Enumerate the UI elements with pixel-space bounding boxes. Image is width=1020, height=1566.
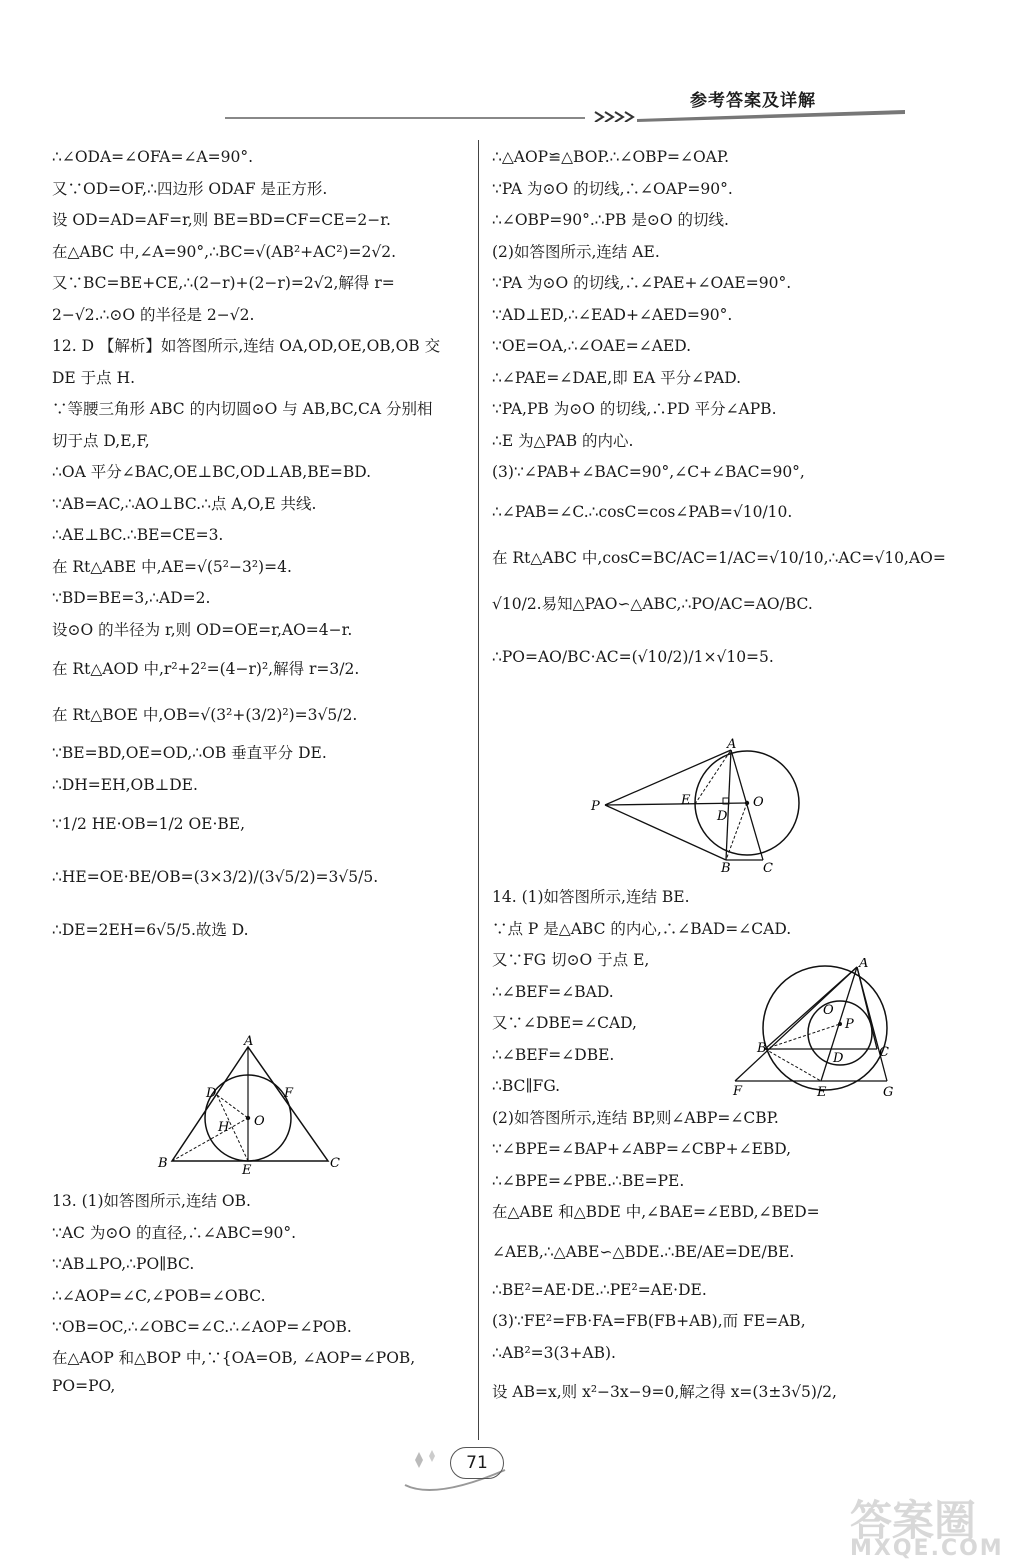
text-line: ∴AB²=3(3+AB). — [492, 1343, 616, 1362]
text-line: ∵AD⊥ED,∴∠EAD+∠AED=90°. — [492, 305, 733, 324]
text-line: 在△ABC 中,∠A=90°,∴BC=√(AB²+AC²)=2√2. — [52, 242, 396, 261]
page-number: 71 — [450, 1447, 504, 1479]
text-line: ∵AB=AC,∴AO⊥BC.∴点 A,O,E 共线. — [52, 494, 317, 513]
text-line: ∵点 P 是△ABC 的内心,∴∠BAD=∠CAD. — [492, 919, 792, 938]
text-line: 又∵BC=BE+CE,∴(2−r)+(2−r)=2√2,解得 r= — [52, 274, 395, 292]
label-O: O — [753, 795, 764, 810]
watermark-url: MXQE.COM — [850, 1536, 1004, 1561]
label-D: D — [833, 1051, 844, 1066]
text-line: ∴DE=2EH=6√5/5.故选 D. — [52, 921, 249, 939]
label-G: G — [883, 1085, 894, 1100]
text-line: ∵∠BPE=∠BAP+∠ABP=∠CBP+∠EBD, — [492, 1140, 792, 1158]
text-line: 在△AOP 和△BOP 中,∵{OA=OB, ∠AOP=∠POB, PO=PO, — [52, 1348, 416, 1395]
label-P: P — [845, 1017, 854, 1032]
text-line: ∴DH=EH,OB⊥DE. — [52, 775, 198, 794]
text-line: ∴∠PAE=∠DAE,即 EA 平分∠PAD. — [492, 368, 742, 387]
text-line: (3)∵FE²=FB·FA=FB(FB+AB),而 FE=AB, — [492, 1312, 806, 1330]
label-H: H — [218, 1120, 230, 1135]
label-O: O — [254, 1114, 265, 1129]
text-line: (3)∵∠PAB+∠BAC=90°,∠C+∠BAC=90°, — [492, 463, 805, 481]
label-D: D — [206, 1086, 217, 1101]
text-line: 又∵OD=OF,∴四边形 ODAF 是正方形. — [52, 179, 328, 198]
column-divider — [478, 140, 479, 1440]
label-A: A — [727, 738, 737, 752]
text-line: ∴∠PAB=∠C.∴cosC=cos∠PAB=√10/10. — [492, 502, 793, 521]
text-line: ∴∠OBP=90°.∴PB 是⊙O 的切线. — [492, 211, 729, 229]
text-line: ∵BE=BD,OE=OD,∴OB 垂直平分 DE. — [52, 744, 327, 762]
label-A: A — [859, 958, 869, 971]
text-line: 12. D 【解析】如答图所示,连结 OA,OD,OE,OB,OB 交 — [52, 337, 441, 355]
text-line: 在△ABE 和△BDE 中,∠BAE=∠EBD,∠BED= — [492, 1203, 820, 1221]
label-C: C — [763, 861, 773, 876]
text-line: DE 于点 H. — [52, 368, 136, 387]
label-F: F — [284, 1086, 294, 1101]
label-E: E — [242, 1163, 252, 1175]
label-D: D — [717, 809, 728, 824]
right-column — [492, 142, 946, 687]
text-line: ∵PA 为⊙O 的切线,∴∠OAP=90°. — [492, 179, 733, 198]
text-line: 切于点 D,E,F, — [52, 431, 150, 450]
text-line: ∴∠BEF=∠BAD. — [492, 982, 614, 1001]
label-O: O — [823, 1003, 834, 1018]
text-line: ∴∠AOP=∠C,∠POB=∠OBC. — [52, 1286, 266, 1305]
text-line: 在 Rt△BOE 中,OB=√(3²+(3/2)²)=3√5/2. — [52, 706, 358, 724]
text-line: 又∵FG 切⊙O 于点 E, — [492, 951, 650, 969]
text-line: 在 Rt△AOD 中,r²+2²=(4−r)²,解得 r=3/2. — [52, 660, 360, 678]
text-line: 在 Rt△ABE 中,AE=√(5²−3²)=4. — [52, 557, 292, 576]
text-line: 在 Rt△ABC 中,cosC=BC/AC=1/AC=√10/10,∴AC=√10,AO= — [492, 548, 946, 567]
text-line: ∴△AOP≌△BOP.∴∠OBP=∠OAP. — [492, 148, 730, 166]
header-title: 参考答案及详解 — [690, 91, 816, 111]
text-line: ∴BE²=AE·DE.∴PE²=AE·DE. — [492, 1280, 707, 1299]
text-line: ∵等腰三角形 ABC 的内切圆⊙O 与 AB,BC,CA 分别相 — [52, 400, 433, 418]
label-A: A — [244, 1035, 254, 1049]
figure-q14 — [725, 958, 905, 1103]
label-F: F — [733, 1084, 743, 1099]
label-B: B — [757, 1041, 767, 1056]
text-line: ∵OE=OA,∴∠OAE=∠AED. — [492, 337, 692, 355]
text-line: ∴AE⊥BC.∴BE=CE=3. — [52, 526, 224, 544]
text-line: ∴∠ODA=∠OFA=∠A=90°. — [52, 148, 254, 166]
label-E: E — [681, 793, 691, 808]
text-line: √10/2.易知△PAO∽△ABC,∴PO/AC=AO/BC. — [492, 594, 813, 613]
text-line: ∴∠BPE=∠PBE.∴BE=PE. — [492, 1171, 685, 1190]
text-line: 设 AB=x,则 x²−3x−9=0,解之得 x=(3±3√5)/2, — [492, 1383, 837, 1401]
text-line: ∵1/2 HE·OB=1/2 OE·BE, — [52, 815, 246, 833]
label-E: E — [817, 1085, 827, 1100]
text-line: ∵AB⊥PO,∴PO∥BC. — [52, 1255, 195, 1273]
text-line: ∴∠BEF=∠DBE. — [492, 1045, 615, 1064]
text-line: ∵PA 为⊙O 的切线,∴∠PAE+∠OAE=90°. — [492, 274, 792, 292]
text-line: ∠AEB,∴△ABE∽△BDE.∴BE/AE=DE/BE. — [492, 1242, 795, 1261]
label-P: P — [591, 799, 600, 814]
left-column-q13 — [52, 1186, 462, 1434]
label-B: B — [158, 1156, 168, 1171]
text-line: ∴OA 平分∠BAC,OE⊥BC,OD⊥AB,BE=BD. — [52, 463, 372, 481]
text-line: 又∵∠DBE=∠CAD, — [492, 1014, 637, 1032]
text-line: 14. (1)如答图所示,连结 BE. — [492, 888, 690, 906]
text-line: 13. (1)如答图所示,连结 OB. — [52, 1192, 251, 1210]
text-line: ∴E 为△PAB 的内心. — [492, 431, 634, 450]
label-C: C — [330, 1156, 340, 1171]
text-line: ∴BC∥FG. — [492, 1077, 561, 1095]
text-line: ∵AC 为⊙O 的直径,∴∠ABC=90°. — [52, 1223, 296, 1242]
text-line: (2)如答图所示,连结 AE. — [492, 242, 660, 261]
label-C: C — [879, 1045, 889, 1060]
text-line: 设 OD=AD=AF=r,则 BE=BD=CF=CE=2−r. — [52, 211, 391, 229]
text-line: ∴HE=OE·BE/OB=(3×3/2)/(3√5/2)=3√5/5. — [52, 868, 379, 886]
left-column — [52, 142, 462, 953]
watermark-logo: 答案圈 — [850, 1496, 977, 1545]
text-line: 设⊙O 的半径为 r,则 OD=OE=r,AO=4−r. — [52, 620, 353, 639]
label-B: B — [721, 861, 731, 876]
text-line: ∵PA,PB 为⊙O 的切线,∴PD 平分∠APB. — [492, 400, 777, 418]
figure-q12 — [150, 1035, 350, 1175]
text-line: ∵OB=OC,∴∠OBC=∠C.∴∠AOP=∠POB. — [52, 1318, 352, 1336]
header-rule — [225, 108, 905, 122]
figure-q13 — [585, 738, 815, 878]
text-line: 2−√2.∴⊙O 的半径是 2−√2. — [52, 305, 255, 324]
text-line: ∴PO=AO/BC·AC=(√10/2)/1×√10=5. — [492, 647, 774, 666]
text-line: (2)如答图所示,连结 BP,则∠ABP=∠CBP. — [492, 1108, 779, 1127]
text-line: ∵BD=BE=3,∴AD=2. — [52, 589, 211, 607]
